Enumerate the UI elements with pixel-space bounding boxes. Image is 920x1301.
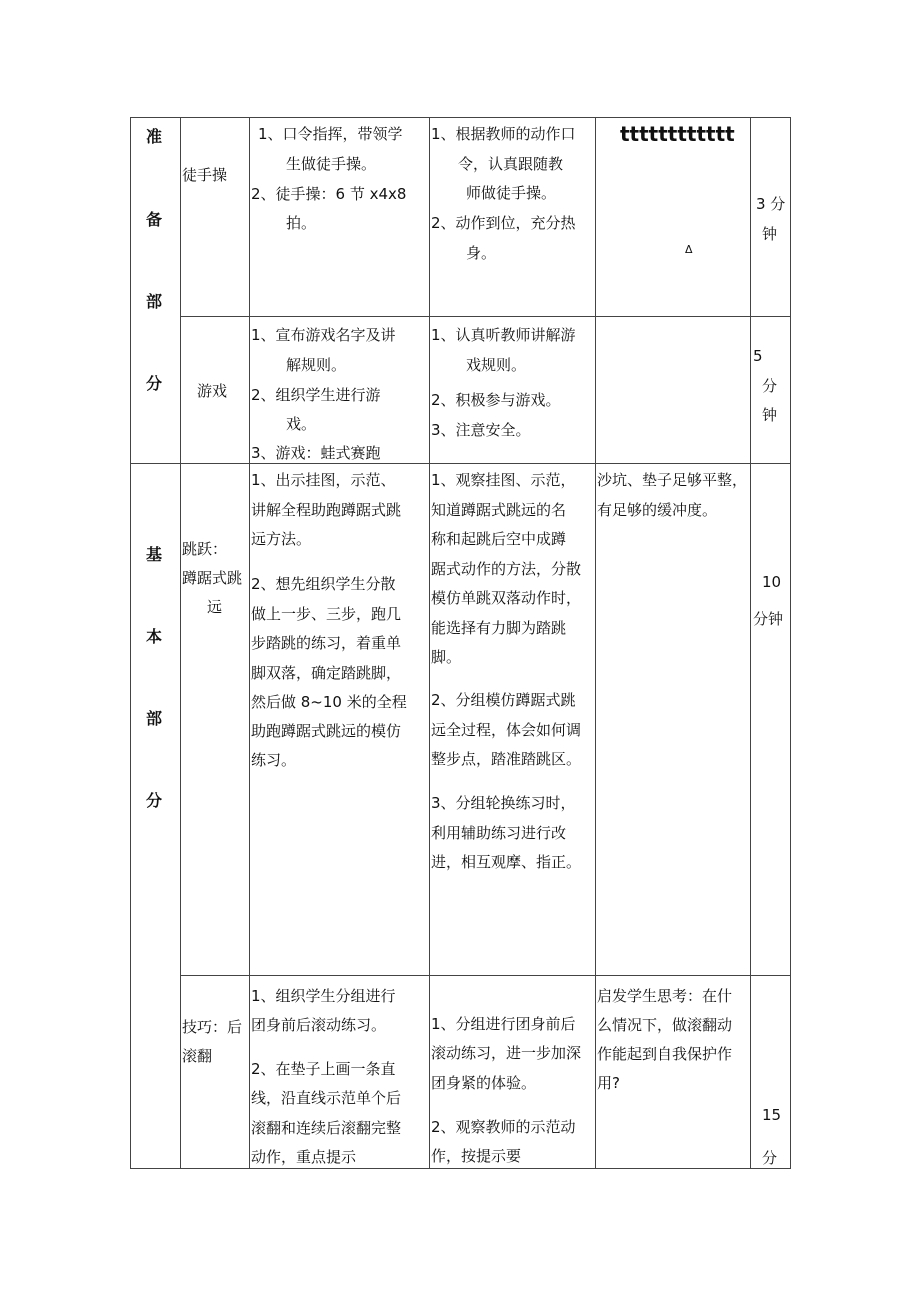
student-line: 1、观察挂图、示范， xyxy=(431,471,576,489)
teacher-line: 动作，重点提示 xyxy=(251,1148,357,1166)
section-char: 部 xyxy=(146,709,163,728)
column-divider xyxy=(180,117,181,1169)
organization-line: 启发学生思考：在什 xyxy=(597,987,733,1005)
section-char: 部 xyxy=(146,292,163,311)
student-line: 1、分组进行团身前后 xyxy=(431,1015,576,1033)
teacher-line: 2、想先组织学生分散 xyxy=(251,575,396,593)
column-divider xyxy=(249,117,250,1169)
teacher-line: 做上一步、三步，跑几 xyxy=(251,605,402,623)
teacher-line: 助跑蹲踞式跳远的模仿 xyxy=(251,722,402,740)
teacher-line: 解规则。 xyxy=(286,356,347,374)
section-char: 备 xyxy=(146,210,163,229)
teacher-line: 1、口令指挥，带领学 xyxy=(258,125,403,143)
student-line: 2、分组模仿蹲踞式跳 xyxy=(431,691,576,709)
table-right-border xyxy=(790,117,791,1169)
student-line: 3、分组轮换练习时， xyxy=(431,794,576,812)
organization-line: 有足够的缓冲度。 xyxy=(597,501,718,519)
teacher-line: 2、组织学生进行游 xyxy=(251,386,381,404)
student-line: 整步点，踏准踏跳区。 xyxy=(431,750,582,768)
student-line: 令，认真跟随教 xyxy=(458,155,564,173)
time-line: 3 分 xyxy=(756,195,786,213)
teacher-line: 3、游戏：蛙式赛跑 xyxy=(251,444,381,462)
teacher-line: 练习。 xyxy=(251,751,297,769)
time-line: 分 xyxy=(762,377,778,395)
student-line: 团身紧的体验。 xyxy=(431,1074,537,1092)
student-line: 1、根据教师的动作口 xyxy=(431,125,576,143)
activity-name: 游戏 xyxy=(197,382,228,400)
teacher-line: 团身前后滚动练习。 xyxy=(251,1016,387,1034)
activity-name-line: 跳跃： xyxy=(182,540,228,558)
teacher-line: 1、出示挂图，示范、 xyxy=(251,471,396,489)
table-left-border xyxy=(130,117,131,1169)
row-divider xyxy=(180,975,791,976)
student-line: 2、观察教师的示范动 xyxy=(431,1118,576,1136)
section-divider xyxy=(130,463,791,464)
table-top-border xyxy=(130,117,791,118)
column-divider xyxy=(595,117,596,1169)
student-line: 知道蹲踞式跳远的名 xyxy=(431,501,567,519)
teacher-line: 戏。 xyxy=(286,415,317,433)
teacher-line: 2、在垫子上画一条直 xyxy=(251,1060,396,1078)
student-line: 踞式动作的方法，分散 xyxy=(431,560,582,578)
activity-name-line: 蹲踞式跳 xyxy=(182,569,243,587)
teacher-line: 2、徒手操：6 节 x4x8 xyxy=(251,185,407,203)
organization-line: 作能起到自我保护作 xyxy=(597,1045,733,1063)
row-divider xyxy=(180,316,791,317)
activity-name-line: 滚翻 xyxy=(182,1047,213,1065)
student-line: 远全过程，体会如何调 xyxy=(431,721,582,739)
time-line: 钟 xyxy=(762,406,778,424)
organization-line: 用? xyxy=(597,1074,620,1092)
organization-line: 沙坑、垫子足够平整， xyxy=(597,471,748,489)
student-line: 能选择有力脚为踏跳 xyxy=(431,619,567,637)
teacher-line: 然后做 8~10 米的全程 xyxy=(251,693,407,711)
teacher-line: 脚双落，确定踏跳脚， xyxy=(251,664,402,682)
time-line: 5 xyxy=(753,347,763,365)
organization-line: 么情况下，做滚翻动 xyxy=(597,1016,733,1034)
activity-name: 徒手操 xyxy=(182,166,228,184)
section-char: 本 xyxy=(146,627,163,646)
table-bottom-border xyxy=(130,1168,791,1169)
section-char: 分 xyxy=(146,791,163,810)
teacher-line: 线，沿直线示范单个后 xyxy=(251,1089,402,1107)
student-line: 2、积极参与游戏。 xyxy=(431,391,561,409)
student-line: 进，相互观摩、指正。 xyxy=(431,853,582,871)
teacher-line: 讲解全程助跑蹲踞式跳 xyxy=(251,501,402,519)
formation-marks: tttttttttttt xyxy=(620,122,735,146)
student-line: 作，按提示要 xyxy=(431,1147,522,1165)
time-line: 分钟 xyxy=(753,610,784,628)
teacher-line: 生做徒手操。 xyxy=(286,155,377,173)
student-line: 师做徒手操。 xyxy=(466,184,557,202)
student-line: 脚。 xyxy=(431,648,462,666)
time-line: 10 xyxy=(762,573,782,591)
student-line: 3、注意安全。 xyxy=(431,421,531,439)
teacher-line: 步踏跳的练习，着重单 xyxy=(251,634,402,652)
activity-name-line: 远 xyxy=(207,598,223,616)
column-divider xyxy=(429,117,430,1169)
teacher-line: 拍。 xyxy=(286,214,317,232)
student-line: 2、动作到位，充分热 xyxy=(431,214,576,232)
student-line: 模仿单跳双落动作时， xyxy=(431,589,582,607)
time-line: 钟 xyxy=(762,225,778,243)
column-divider xyxy=(750,117,751,1169)
student-line: 身。 xyxy=(466,244,497,262)
teacher-line: 滚翻和连续后滚翻完整 xyxy=(251,1119,402,1137)
student-line: 1、认真听教师讲解游 xyxy=(431,326,576,344)
activity-name-line: 技巧：后 xyxy=(182,1018,243,1036)
teacher-line: 1、宣布游戏名字及讲 xyxy=(251,326,396,344)
time-line: 分 xyxy=(762,1149,778,1167)
student-line: 称和起跳后空中成蹲 xyxy=(431,530,567,548)
section-char: 基 xyxy=(146,545,163,564)
section-char: 准 xyxy=(146,127,163,146)
section-char: 分 xyxy=(146,374,163,393)
student-line: 利用辅助练习进行改 xyxy=(431,824,567,842)
teacher-position-symbol: Δ xyxy=(685,243,693,256)
student-line: 滚动练习，进一步加深 xyxy=(431,1044,582,1062)
teacher-line: 远方法。 xyxy=(251,530,312,548)
student-line: 戏规则。 xyxy=(466,356,527,374)
time-line: 15 xyxy=(762,1106,782,1124)
teacher-line: 1、组织学生分组进行 xyxy=(251,987,396,1005)
